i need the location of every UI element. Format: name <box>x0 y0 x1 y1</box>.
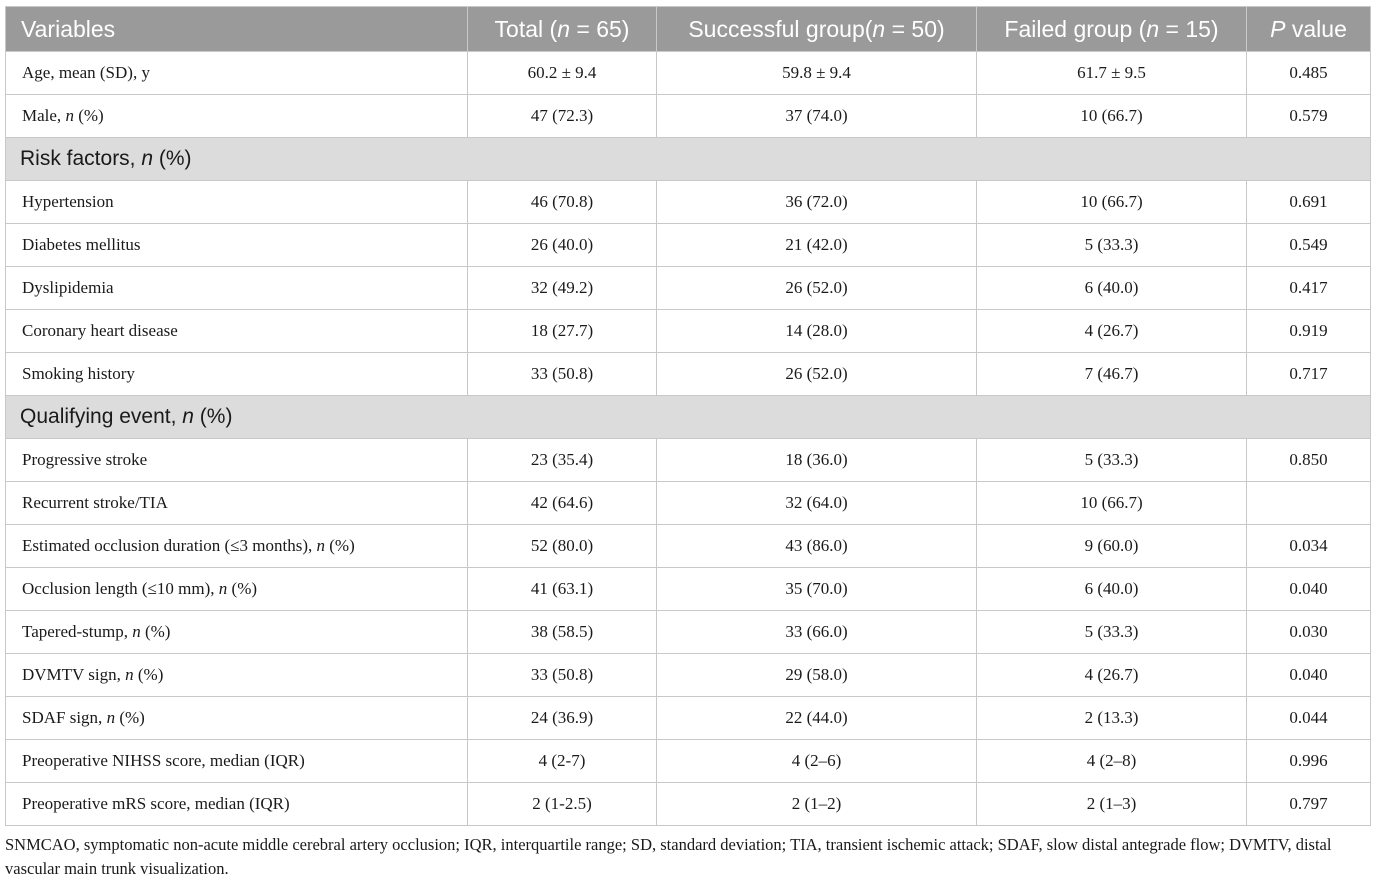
section-header-risk-factors <box>6 138 1371 181</box>
table-row <box>6 740 1371 783</box>
row-label: Dyslipidemia <box>6 267 468 310</box>
cell-successful: 18 (36.0) <box>657 439 977 482</box>
baseline-characteristics-table <box>5 6 1371 826</box>
table-footnote: SNMCAO, symptomatic non-acute middle cerebral artery occlusion; IQR, interquartile range; SD, standard deviation; TIA, transient ischemic attack; SDAF, slow distal antegrade flow; DVMTV, distal vascular main trunk visualization. <box>5 835 1332 878</box>
cell-failed: 5 (33.3) <box>977 439 1247 482</box>
row-label: Tapered-stump, n (%) <box>6 611 468 654</box>
cell-failed: 4 (2–8) <box>977 740 1247 783</box>
cell-successful: 36 (72.0) <box>657 181 977 224</box>
cell-p-value: 0.417 <box>1247 267 1371 310</box>
table-row <box>6 224 1371 267</box>
cell-p-value: 0.030 <box>1247 611 1371 654</box>
cell-p-value: 0.579 <box>1247 95 1371 138</box>
row-label: Male, n (%) <box>6 95 468 138</box>
table-row <box>6 439 1371 482</box>
header-successful-group: Successful group(n = 50) <box>657 7 977 52</box>
cell-failed: 7 (46.7) <box>977 353 1247 396</box>
cell-successful: 26 (52.0) <box>657 353 977 396</box>
cell-total: 2 (1-2.5) <box>468 783 657 826</box>
cell-failed: 4 (26.7) <box>977 310 1247 353</box>
cell-failed: 10 (66.7) <box>977 482 1247 525</box>
row-label: Recurrent stroke/TIA <box>6 482 468 525</box>
cell-p-value: 0.485 <box>1247 52 1371 95</box>
cell-total: 46 (70.8) <box>468 181 657 224</box>
cell-total: 41 (63.1) <box>468 568 657 611</box>
row-label: Progressive stroke <box>6 439 468 482</box>
cell-failed: 6 (40.0) <box>977 267 1247 310</box>
cell-total: 26 (40.0) <box>468 224 657 267</box>
table-row <box>6 181 1371 224</box>
cell-failed: 5 (33.3) <box>977 611 1247 654</box>
cell-failed: 61.7 ± 9.5 <box>977 52 1247 95</box>
cell-p-value <box>1247 482 1371 525</box>
cell-total: 47 (72.3) <box>468 95 657 138</box>
cell-p-value: 0.040 <box>1247 568 1371 611</box>
row-label: Hypertension <box>6 181 468 224</box>
cell-failed: 5 (33.3) <box>977 224 1247 267</box>
table-row <box>6 353 1371 396</box>
cell-successful: 26 (52.0) <box>657 267 977 310</box>
cell-successful: 21 (42.0) <box>657 224 977 267</box>
table-row <box>6 95 1371 138</box>
cell-failed: 10 (66.7) <box>977 95 1247 138</box>
cell-p-value: 0.850 <box>1247 439 1371 482</box>
cell-p-value: 0.549 <box>1247 224 1371 267</box>
cell-successful: 59.8 ± 9.4 <box>657 52 977 95</box>
cell-total: 33 (50.8) <box>468 353 657 396</box>
cell-successful: 4 (2–6) <box>657 740 977 783</box>
row-label: SDAF sign, n (%) <box>6 697 468 740</box>
cell-successful: 29 (58.0) <box>657 654 977 697</box>
table-row <box>6 52 1371 95</box>
cell-p-value: 0.717 <box>1247 353 1371 396</box>
cell-total: 38 (58.5) <box>468 611 657 654</box>
cell-failed: 2 (13.3) <box>977 697 1247 740</box>
row-label: Smoking history <box>6 353 468 396</box>
cell-failed: 10 (66.7) <box>977 181 1247 224</box>
header-failed-group: Failed group (n = 15) <box>977 7 1247 52</box>
cell-p-value: 0.797 <box>1247 783 1371 826</box>
cell-p-value: 0.040 <box>1247 654 1371 697</box>
cell-total: 4 (2-7) <box>468 740 657 783</box>
cell-failed: 6 (40.0) <box>977 568 1247 611</box>
table-header-row <box>6 7 1371 52</box>
cell-successful: 32 (64.0) <box>657 482 977 525</box>
section-header-qualifying-event <box>6 396 1371 439</box>
cell-p-value: 0.034 <box>1247 525 1371 568</box>
table-row <box>6 568 1371 611</box>
header-total: Total (n = 65) <box>468 7 657 52</box>
table-row <box>6 654 1371 697</box>
cell-total: 24 (36.9) <box>468 697 657 740</box>
table-row <box>6 525 1371 568</box>
cell-successful: 14 (28.0) <box>657 310 977 353</box>
cell-failed: 9 (60.0) <box>977 525 1247 568</box>
cell-failed: 2 (1–3) <box>977 783 1247 826</box>
cell-total: 18 (27.7) <box>468 310 657 353</box>
row-label: Age, mean (SD), y <box>6 52 468 95</box>
cell-successful: 33 (66.0) <box>657 611 977 654</box>
cell-failed: 4 (26.7) <box>977 654 1247 697</box>
table-row <box>6 783 1371 826</box>
cell-total: 32 (49.2) <box>468 267 657 310</box>
table-row <box>6 267 1371 310</box>
row-label: Coronary heart disease <box>6 310 468 353</box>
cell-total: 42 (64.6) <box>468 482 657 525</box>
row-label: Occlusion length (≤10 mm), n (%) <box>6 568 468 611</box>
cell-successful: 43 (86.0) <box>657 525 977 568</box>
row-label: DVMTV sign, n (%) <box>6 654 468 697</box>
cell-p-value: 0.691 <box>1247 181 1371 224</box>
section-title: Qualifying event, n (%) <box>6 396 1371 439</box>
cell-successful: 22 (44.0) <box>657 697 977 740</box>
cell-p-value: 0.919 <box>1247 310 1371 353</box>
table-row <box>6 697 1371 740</box>
row-label: Estimated occlusion duration (≤3 months), n (%) <box>6 525 468 568</box>
cell-total: 52 (80.0) <box>468 525 657 568</box>
cell-successful: 35 (70.0) <box>657 568 977 611</box>
row-label: Preoperative NIHSS score, median (IQR) <box>6 740 468 783</box>
section-title: Risk factors, n (%) <box>6 138 1371 181</box>
header-p-value: P value <box>1247 7 1371 52</box>
cell-p-value: 0.044 <box>1247 697 1371 740</box>
header-variables: Variables <box>6 7 468 52</box>
table-row <box>6 310 1371 353</box>
cell-total: 33 (50.8) <box>468 654 657 697</box>
row-label: Preoperative mRS score, median (IQR) <box>6 783 468 826</box>
table-row <box>6 611 1371 654</box>
cell-total: 23 (35.4) <box>468 439 657 482</box>
cell-p-value: 0.996 <box>1247 740 1371 783</box>
row-label: Diabetes mellitus <box>6 224 468 267</box>
table-container <box>5 6 1370 826</box>
table-row <box>6 482 1371 525</box>
cell-successful: 2 (1–2) <box>657 783 977 826</box>
cell-total: 60.2 ± 9.4 <box>468 52 657 95</box>
cell-successful: 37 (74.0) <box>657 95 977 138</box>
